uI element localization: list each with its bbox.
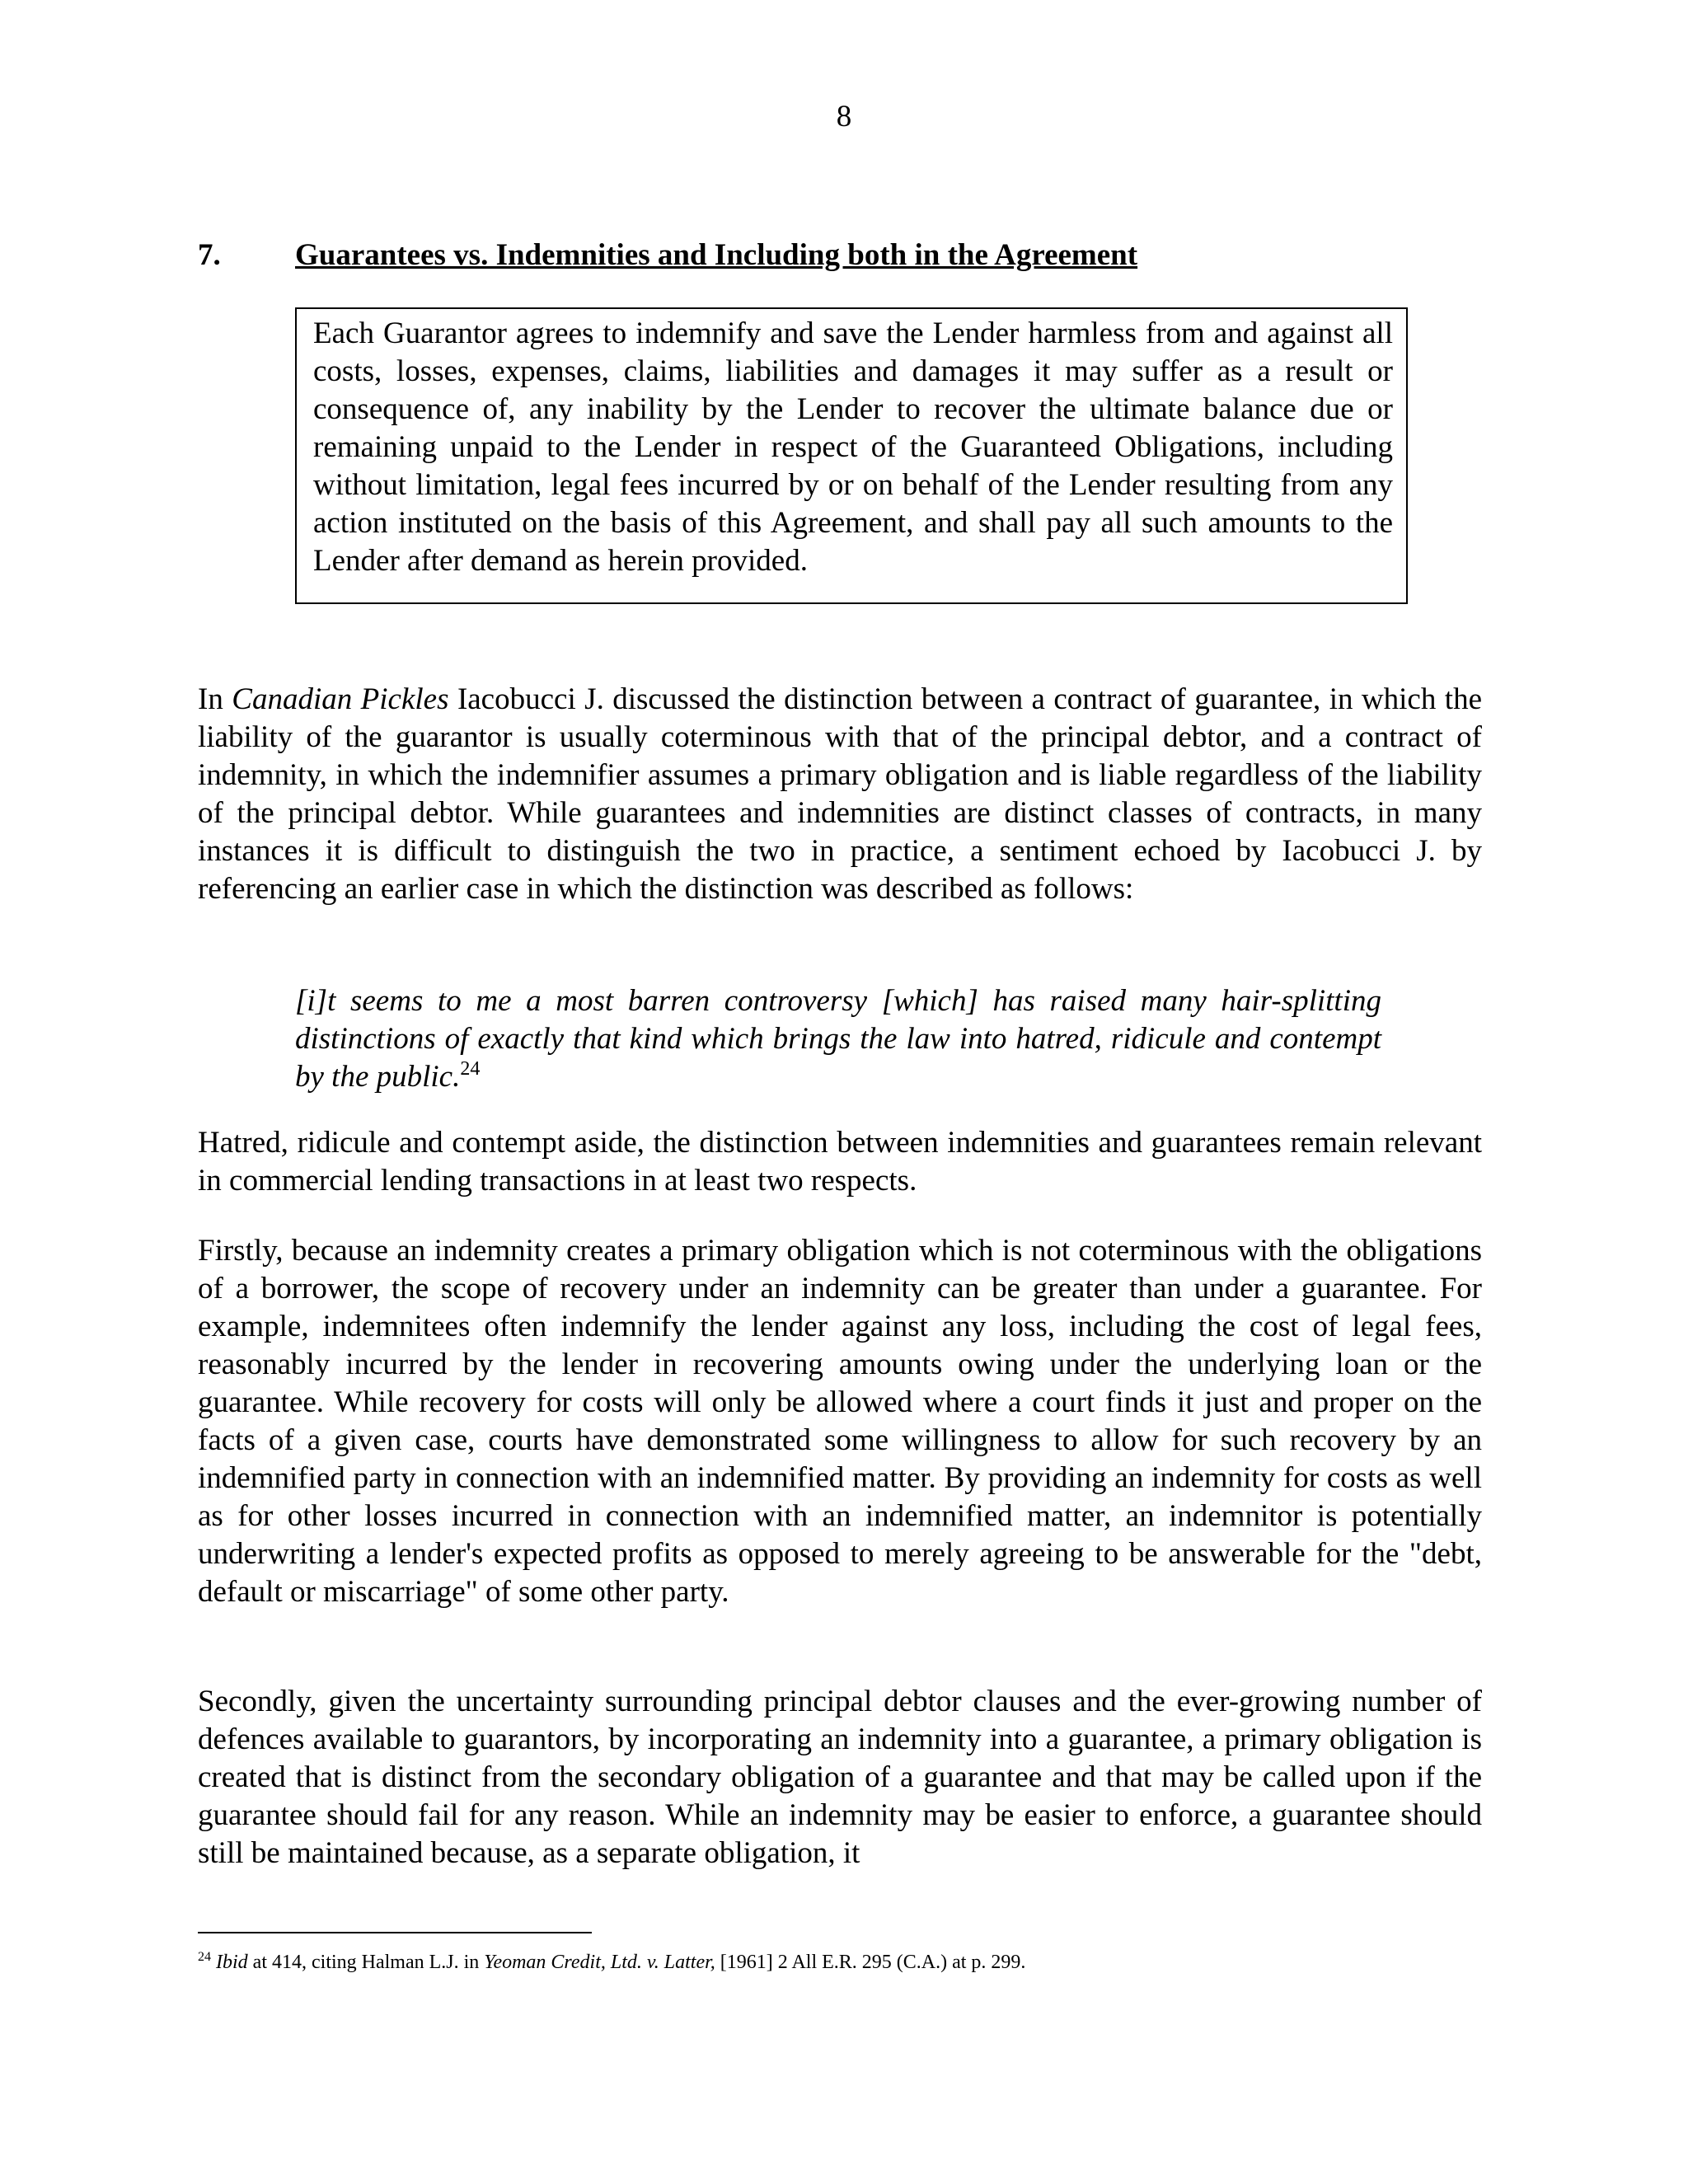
footnote-24 xyxy=(198,1950,1482,1975)
paragraph1-rest: Iacobucci J. discussed the distinction between a contract of guarantee, in which the liability of the guarantor is usually coterminous with that of the principal debtor, and a contract of indemnity, in which the indemnifier assumes a primary obligation and is liable regardless of the liability of the principal debtor. While guarantees and indemnities are distinct classes of contracts, in many instances it is difficult to distinguish the two in practice, a sentiment echoed by Iacobucci J. by referencing an earlier case in which the distinction was described as follows: xyxy=(198,682,1482,906)
indemnity-clause-text: Each Guarantor agrees to indemnify and save the Lender harmless from and against all costs, losses, expenses, claims, liabilities and damages it may suffer as a result or consequence of, any inability by the Lender to recover the ultimate balance due or remaining unpaid to the Lender in respect of the Guaranteed Obligations, including without limitation, legal fees incurred by or on behalf of the Lender resulting from any action instituted on the basis of this Agreement, and shall pay all such amounts to the Lender after demand as herein provided. xyxy=(313,316,1393,578)
footnote-separator xyxy=(198,1932,592,1933)
footnote-marker: 24 xyxy=(198,1950,211,1964)
footnote-ibid: Ibid xyxy=(216,1952,248,1973)
paragraph-secondly: Secondly, given the uncertainty surrounding principal debtor clauses and the ever-growing number of defences available to guarantors, by incorporating an indemnity into a guarantee, a primary obligation is created that is distinct from the secondary obligation of a guarantee and that may be called upon if the guarantee should fail for any reason. While an indemnity may be easier to enforce, a guarantee should still be maintained because, as a separate obligation, it xyxy=(198,1685,1482,1870)
section-number: 7. xyxy=(198,238,221,272)
indemnity-clause-box xyxy=(295,307,1408,604)
case-name-canadian-pickles: Canadian Pickles xyxy=(232,682,449,716)
quote-end-punct: . xyxy=(452,1060,461,1094)
section-heading xyxy=(198,236,1137,275)
footnote-ref-24[interactable]: 24 xyxy=(460,1058,481,1080)
paragraph-hatred: Hatred, ridicule and contempt aside, the distinction between indemnities and guarantees remain relevant in commercial lending transactions in at least two respects. xyxy=(198,1126,1482,1197)
footnote-part1: at 414, citing Halman L.J. in xyxy=(247,1952,485,1973)
paragraph-canadian-pickles xyxy=(198,681,1482,908)
page-number: 8 xyxy=(836,100,852,134)
footnote-case-name: Yeoman Credit, Ltd. v. Latter, xyxy=(484,1952,715,1973)
paragraph-firstly: Firstly, because an indemnity creates a primary obligation which is not coterminous with the obligations of a borrower, the scope of recovery under an indemnity can be greater than under a guarantee. For example, indemnitees often indemnify the lender against any loss, including the cost of legal fees, reasonably incurred by the lender in recovering amounts owing under the underlying loan or the guarantee. While recovery for costs will only be allowed where a court finds it just and proper on the facts of a given case, courts have demonstrated some willingness to allow for such recovery by an indemnified party in connection with an indemnified matter. By providing an indemnity for costs as well as for other losses incurred in connection with an indemnified matter, an indemnitor is potentially underwriting a lender's expected profits as opposed to merely agreeing to be answerable for the "debt, default or miscarriage" of some other party. xyxy=(198,1234,1482,1609)
quote-text: [i]t seems to me a most barren controversy [which] has raised many hair-splitting distinctions of exactly that kind which brings the law into hatred, ridicule and contempt by the public xyxy=(295,984,1381,1094)
block-quote xyxy=(295,982,1381,1096)
footnote-part2: [1961] 2 All E.R. 295 (C.A.) at p. 299. xyxy=(715,1952,1026,1973)
paragraph1-lead: In xyxy=(198,682,232,716)
section-title: Guarantees vs. Indemnities and Including both in the Agreement xyxy=(295,238,1138,272)
